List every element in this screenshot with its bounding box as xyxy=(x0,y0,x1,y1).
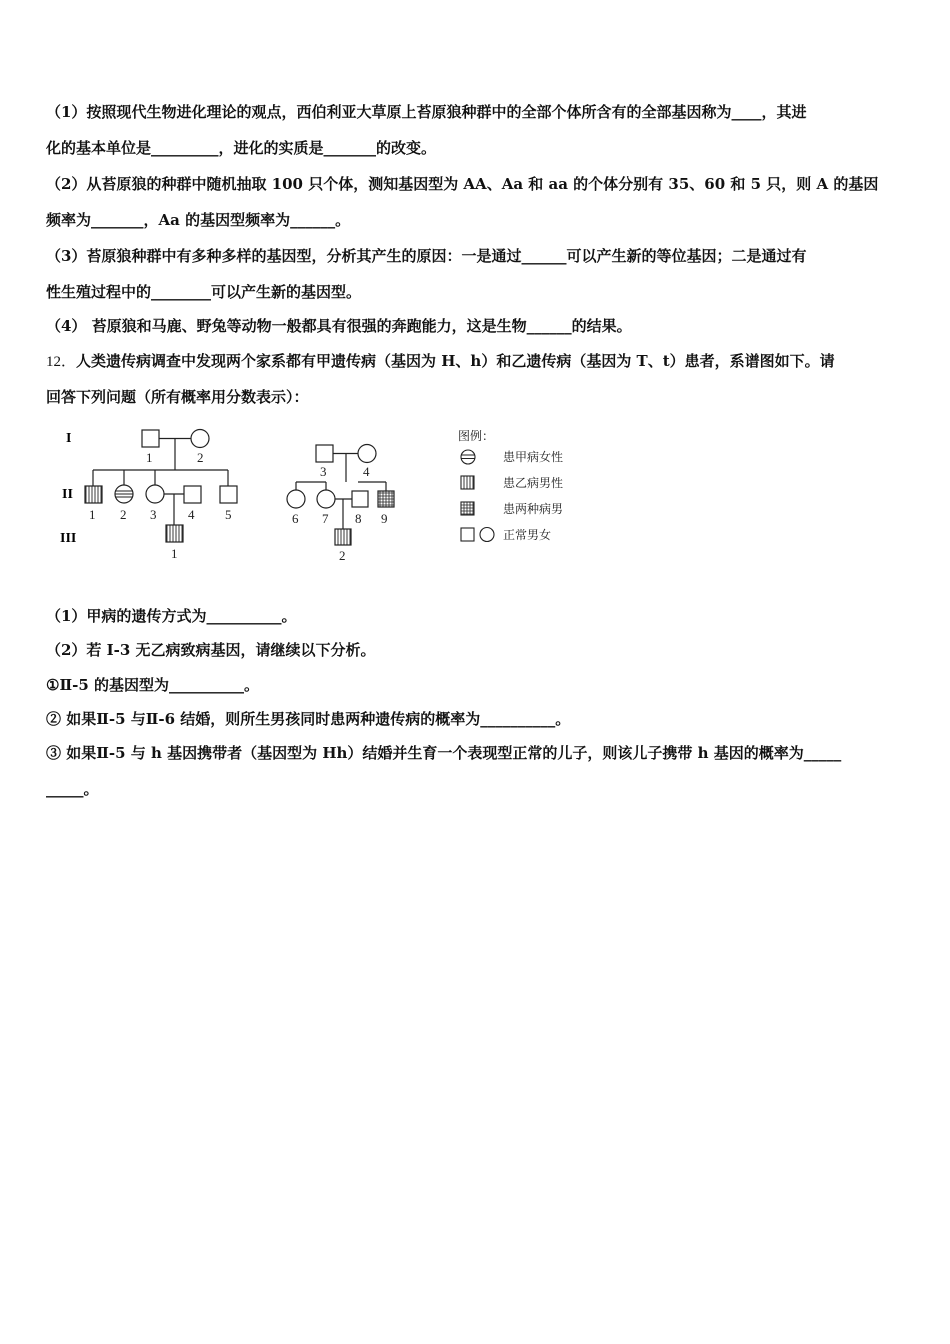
II-1-affected-B-male xyxy=(85,486,102,503)
III-1-affected-B-male xyxy=(166,525,183,542)
q12-part2-sub1: ①Ⅱ-5 的基因型为__________。 xyxy=(46,676,259,694)
II-7-normal-female xyxy=(317,490,335,508)
I-3-label: 3 xyxy=(320,464,327,479)
family-2 xyxy=(287,445,394,564)
pedigree-legend xyxy=(458,428,563,542)
legend-item-3: 患两种病男 xyxy=(503,502,564,516)
II-3-label: 3 xyxy=(150,507,157,522)
family-1 xyxy=(85,430,237,562)
q12-line2: 回答下列问题（所有概率用分数表示）： xyxy=(46,388,309,406)
II-3-normal-female xyxy=(146,485,164,503)
pedigree-chart xyxy=(58,420,618,570)
q12-line1 xyxy=(46,350,908,373)
I-2-label: 2 xyxy=(197,450,204,465)
q12-part2-sub3-line1: ③ 如果Ⅱ-5 与 h 基因携带者（基因型为 Hh）结婚并生育一个表现型正常的儿子，则该儿子携带 h 基因的概率为_____ xyxy=(46,744,842,762)
II-7-label: 7 xyxy=(322,511,329,526)
generation-III-label: III xyxy=(60,531,77,546)
III-2-label: 2 xyxy=(339,548,346,563)
I-1-label: 1 xyxy=(146,450,153,465)
q11-part2-line2: 频率为_______，Aa 的基因型频率为______。 xyxy=(46,211,351,229)
question-number: 12． xyxy=(46,354,77,370)
q11-part1-line1: （1）按照现代生物进化理论的观点，西伯利亚大草原上苔原狼种群中的全部个体所含有的全部基因称为____，其进 xyxy=(46,103,807,121)
q11-part4-line: （4） 苔原狼和马鹿、野兔等动物一般都具有很强的奔跑能力，这是生物______的结果。 xyxy=(46,317,632,335)
legend-normal-male-symbol xyxy=(461,528,474,541)
III-2-affected-B-male xyxy=(335,529,351,545)
generation-II-label: II xyxy=(62,487,73,502)
legend-affected-A-female-symbol xyxy=(461,450,475,464)
II-4-label: 4 xyxy=(188,507,195,522)
legend-item-1: 患甲病女性 xyxy=(503,450,564,464)
q11-part3-line1: （3）苔原狼种群中有多种多样的基因型，分析其产生的原因：一是通过______可以产生新的等位基因；二是通过有 xyxy=(46,247,807,265)
q11-part3-line2: 性生殖过程中的________可以产生新的基因型。 xyxy=(46,283,362,301)
legend-title: 图例： xyxy=(458,429,495,443)
II-6-normal-female xyxy=(287,490,305,508)
I-3-normal-male xyxy=(316,445,333,462)
q12-part2-sub3-line2: _____。 xyxy=(46,780,99,798)
II-8-label: 8 xyxy=(355,511,362,526)
q12-part2: （2）若 I-3 无乙病致病基因，请继续以下分析。 xyxy=(46,641,376,659)
legend-item-2: 患乙病男性 xyxy=(503,476,564,490)
q11-part1-line2: 化的基本单位是_________，进化的实质是_______的改变。 xyxy=(46,139,437,157)
II-1-label: 1 xyxy=(89,507,96,522)
II-5-label: 5 xyxy=(225,507,232,522)
q12-part1: （1）甲病的遗传方式为__________。 xyxy=(46,607,297,625)
II-6-label: 6 xyxy=(292,511,299,526)
legend-affected-both-male-symbol xyxy=(461,502,474,515)
q12-part2-sub2: ② 如果Ⅱ-5 与Ⅱ-6 结婚，则所生男孩同时患两种遗传病的概率为__________。 xyxy=(46,710,571,728)
legend-item-4: 正常男女 xyxy=(503,528,552,542)
I-4-normal-female xyxy=(358,445,376,463)
I-1-normal-male xyxy=(142,430,159,447)
I-4-label: 4 xyxy=(363,464,370,479)
II-9-label: 9 xyxy=(381,511,388,526)
II-8-normal-male xyxy=(352,491,368,507)
II-5-normal-male xyxy=(220,486,237,503)
legend-normal-female-symbol xyxy=(480,528,494,542)
I-2-normal-female xyxy=(191,430,209,448)
II-2-label: 2 xyxy=(120,507,127,522)
legend-affected-B-male-symbol xyxy=(461,476,474,489)
q11-part2-line1: （2）从苔原狼的种群中随机抽取 100 只个体，测知基因型为 AA、Aa 和 aa 的个体分别有 35、60 和 5 只，则 A 的基因 xyxy=(46,175,879,193)
II-4-normal-male xyxy=(184,486,201,503)
q12-stem: 人类遗传病调查中发现两个家系都有甲遗传病（基因为 H、h）和乙遗传病（基因为 T、t）患者，系谱图如下。请 xyxy=(76,352,835,370)
generation-I-label: I xyxy=(66,431,72,446)
II-9-affected-both-male xyxy=(378,491,394,507)
III-1-label: 1 xyxy=(171,546,178,561)
